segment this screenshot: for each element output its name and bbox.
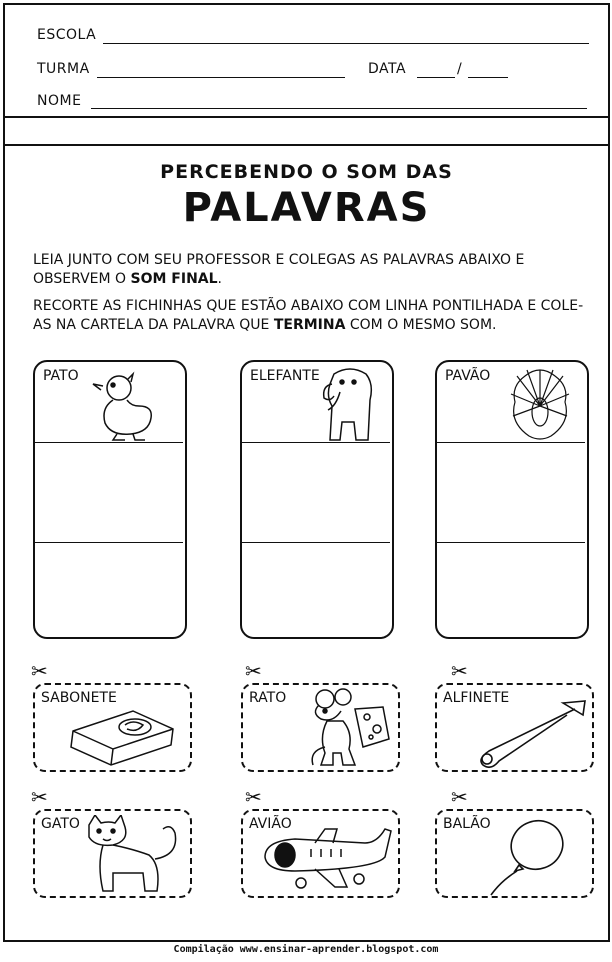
card-label: PAVÃO <box>445 368 491 384</box>
instruction-2 <box>33 297 593 335</box>
piece-label: BALÃO <box>443 816 491 832</box>
piece-label: SABONETE <box>41 690 117 706</box>
soap-icon <box>63 701 183 767</box>
piece-label: GATO <box>41 816 80 832</box>
piece-label: AVIÃO <box>249 816 292 832</box>
card-line <box>437 542 585 543</box>
title-line-1: PERCEBENDO O SOM DAS <box>160 161 453 183</box>
elephant-icon <box>320 366 380 444</box>
instruction-1 <box>33 251 593 289</box>
turma-field[interactable] <box>97 77 345 78</box>
scissors-icon: ✂ <box>451 659 468 683</box>
data-separator: / <box>457 61 463 77</box>
scissors-icon: ✂ <box>451 785 468 809</box>
card-line <box>437 442 585 443</box>
cat-icon <box>83 815 187 895</box>
instruction-1-text: LEIA JUNTO COM SEU PROFESSOR E COLEGAS AS PALAVRAS ABAIXO E OBSERVEM O <box>33 252 525 287</box>
instruction-1-end: . <box>217 271 222 287</box>
nome-label: NOME <box>37 93 82 109</box>
escola-field[interactable] <box>103 43 589 44</box>
safety-pin-icon <box>467 693 589 769</box>
worksheet-frame <box>3 3 610 942</box>
peacock-icon <box>507 366 573 444</box>
instruction-2-text: RECORTE AS FICHINHAS QUE ESTÃO ABAIXO COM LINHA PONTILHADA E COLE-AS NA CARTELA DA PALAVRA QUE <box>33 298 584 333</box>
header-spacer <box>5 116 608 146</box>
card-label: PATO <box>43 368 79 384</box>
scissors-icon: ✂ <box>31 785 48 809</box>
mouse-icon <box>303 687 395 769</box>
data-day-field[interactable] <box>417 77 455 78</box>
duck-icon <box>91 368 161 443</box>
piece-label: ALFINETE <box>443 690 510 706</box>
escola-label: ESCOLA <box>37 27 97 43</box>
title-line-2: PALAVRAS <box>182 185 431 231</box>
scissors-icon: ✂ <box>245 659 262 683</box>
balloon-icon <box>477 815 577 897</box>
card-elefante[interactable] <box>240 360 394 639</box>
card-line <box>242 442 390 443</box>
footer-credit: Compilação www.ensinar-aprender.blogspot.com <box>173 944 439 955</box>
piece-label: RATO <box>249 690 287 706</box>
card-pavao[interactable] <box>435 360 589 639</box>
piece-rato[interactable] <box>241 683 400 772</box>
piece-balao[interactable] <box>435 809 594 898</box>
data-label: DATA <box>368 61 407 77</box>
scissors-icon: ✂ <box>31 659 48 683</box>
instruction-2-end: COM O MESMO SOM. <box>345 317 497 333</box>
card-line <box>242 542 390 543</box>
card-line <box>35 542 183 543</box>
nome-field[interactable] <box>91 108 587 109</box>
piece-gato[interactable] <box>33 809 192 898</box>
piece-alfinete[interactable] <box>435 683 594 772</box>
turma-label: TURMA <box>37 61 90 77</box>
instruction-2-bold: TERMINA <box>273 317 346 333</box>
card-line <box>35 442 183 443</box>
scissors-icon: ✂ <box>245 785 262 809</box>
piece-aviao[interactable] <box>241 809 400 898</box>
instruction-1-bold: SOM FINAL <box>130 271 218 287</box>
card-label: ELEFANTE <box>250 368 320 384</box>
piece-sabonete[interactable] <box>33 683 192 772</box>
airplane-icon <box>255 817 397 895</box>
data-month-field[interactable] <box>468 77 508 78</box>
header-section <box>5 5 608 118</box>
card-pato[interactable] <box>33 360 187 639</box>
